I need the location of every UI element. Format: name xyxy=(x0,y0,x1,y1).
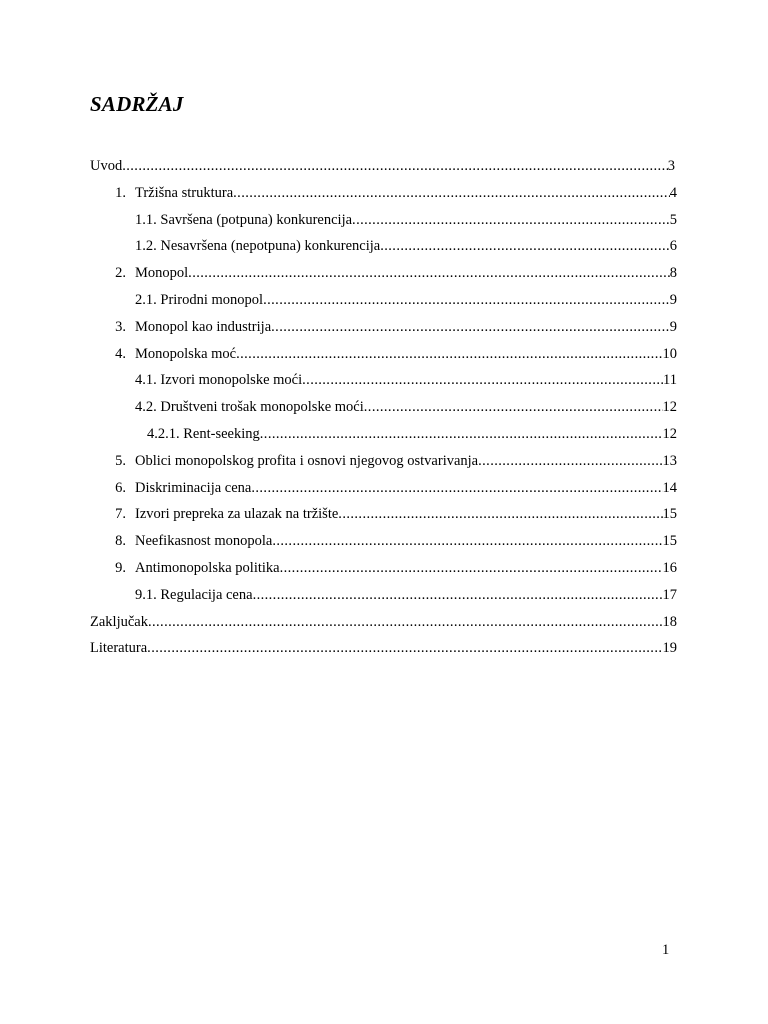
toc-leader-dots xyxy=(302,368,663,392)
toc-title: SADRŽAJ xyxy=(90,92,184,116)
toc-entry-number: 8. xyxy=(115,533,126,550)
toc-entry-label: Monopol kao industrija xyxy=(135,318,272,335)
toc-entry-page: 9 xyxy=(669,318,677,335)
toc-entry-uvod[interactable] xyxy=(0,154,768,178)
toc-entry-4-2-1[interactable] xyxy=(0,422,768,446)
toc-leader-dots xyxy=(280,556,663,580)
toc-entry-number: 9. xyxy=(115,560,126,576)
toc-leader-dots xyxy=(233,181,670,205)
toc-entry-label: 4.2.1. Rent-seeking xyxy=(147,426,260,442)
toc-entry-page: 13 xyxy=(662,452,677,469)
toc-entry-page: 11 xyxy=(663,372,677,389)
toc-leader-dots xyxy=(478,449,662,473)
toc-entry-1-1[interactable] xyxy=(0,208,768,232)
toc-entry-label: Neefikasnost monopola xyxy=(135,533,273,550)
toc-entry-2-1[interactable] xyxy=(0,288,768,312)
toc-entry-8[interactable] xyxy=(0,529,768,553)
toc-entry-4-2[interactable] xyxy=(0,395,768,419)
toc-entry-page: 19 xyxy=(662,640,677,657)
toc-leader-dots xyxy=(263,288,670,312)
toc-leader-dots xyxy=(380,234,670,258)
toc-entry-label: Monopolska moć xyxy=(135,345,237,362)
toc-entry-9[interactable] xyxy=(0,556,768,580)
toc-entry-label: 4.2. Društveni trošak monopolske moći xyxy=(135,399,364,416)
toc-entry-number: 7. xyxy=(115,506,126,523)
toc-entry-label: 2.1. Prirodni monopol xyxy=(135,292,264,308)
toc-entry-page: 14 xyxy=(662,479,677,496)
toc-entry-page: 6 xyxy=(669,238,677,255)
toc-entry-label: 1.1. Savršena (potpuna) konkurencija xyxy=(135,211,353,228)
toc-entry-page: 8 xyxy=(669,265,677,282)
toc-entry-page: 10 xyxy=(662,345,677,362)
toc-leader-dots xyxy=(260,422,663,446)
page-number: 1 xyxy=(662,942,670,958)
toc-entry-1[interactable] xyxy=(0,181,768,205)
toc-entry-7[interactable] xyxy=(0,502,768,526)
toc-entry-page: 16 xyxy=(662,560,677,576)
toc-entry-2[interactable] xyxy=(0,261,768,285)
toc-entry-label: Uvod xyxy=(90,158,123,174)
toc-entry-label: Antimonopolska politika xyxy=(135,560,280,576)
toc-entry-page: 17 xyxy=(662,586,677,603)
toc-entry-page: 12 xyxy=(662,399,677,416)
toc-leader-dots xyxy=(271,315,670,339)
toc-leader-dots xyxy=(338,502,662,526)
toc-leader-dots xyxy=(148,610,663,634)
toc-entry-page: 5 xyxy=(669,211,677,228)
toc-entry-9-1[interactable] xyxy=(0,583,768,607)
toc-leader-dots xyxy=(122,154,668,178)
toc-entry-label: Literatura xyxy=(90,640,148,657)
toc-entry-1-2[interactable] xyxy=(0,234,768,258)
toc-entry-page: 15 xyxy=(662,533,677,550)
toc-leader-dots xyxy=(147,636,662,660)
toc-leader-dots xyxy=(236,342,662,366)
toc-leader-dots xyxy=(272,529,662,553)
toc-leader-dots xyxy=(364,395,663,419)
toc-entry-3[interactable] xyxy=(0,315,768,339)
toc-entry-6[interactable] xyxy=(0,476,768,500)
toc-leader-dots xyxy=(251,476,662,500)
toc-entry-label: 4.1. Izvori monopolske moći xyxy=(135,372,303,389)
toc-entry-zakljucak[interactable] xyxy=(0,610,768,634)
toc-entry-page: 3 xyxy=(667,158,675,174)
toc-entry-5[interactable] xyxy=(0,449,768,473)
toc-entry-page: 9 xyxy=(669,292,677,308)
toc-entry-page: 18 xyxy=(662,613,677,630)
toc-entry-label: Tržišna struktura xyxy=(135,184,234,201)
toc-entry-number: 2. xyxy=(115,265,126,282)
toc-entry-page: 12 xyxy=(662,426,677,442)
toc-entry-label: Izvori prepreka za ulazak na tržište xyxy=(135,506,339,523)
toc-entry-number: 6. xyxy=(115,479,126,496)
toc-entry-label: 1.2. Nesavršena (nepotpuna) konkurencija xyxy=(135,238,381,255)
toc-entry-page: 4 xyxy=(669,184,677,201)
toc-entry-page: 15 xyxy=(662,506,677,523)
toc-leader-dots xyxy=(253,583,663,607)
toc-entry-number: 5. xyxy=(115,452,126,469)
toc-leader-dots xyxy=(188,261,670,285)
toc-entry-label: 9.1. Regulacija cena xyxy=(135,586,253,603)
toc-entry-4[interactable] xyxy=(0,342,768,366)
toc-entry-number: 1. xyxy=(115,184,126,201)
toc-leader-dots xyxy=(352,208,670,232)
toc-entry-literatura[interactable] xyxy=(0,636,768,660)
toc-entry-label: Diskriminacija cena xyxy=(135,479,252,496)
toc-entry-number: 3. xyxy=(115,318,126,335)
toc-entry-label: Monopol xyxy=(135,265,189,282)
toc-entry-label: Zaključak xyxy=(90,613,148,630)
toc-entry-number: 4. xyxy=(115,345,126,362)
toc-entry-4-1[interactable] xyxy=(0,368,768,392)
toc-entry-label: Oblici monopolskog profita i osnovi njegovog ostvarivanja xyxy=(135,452,479,469)
